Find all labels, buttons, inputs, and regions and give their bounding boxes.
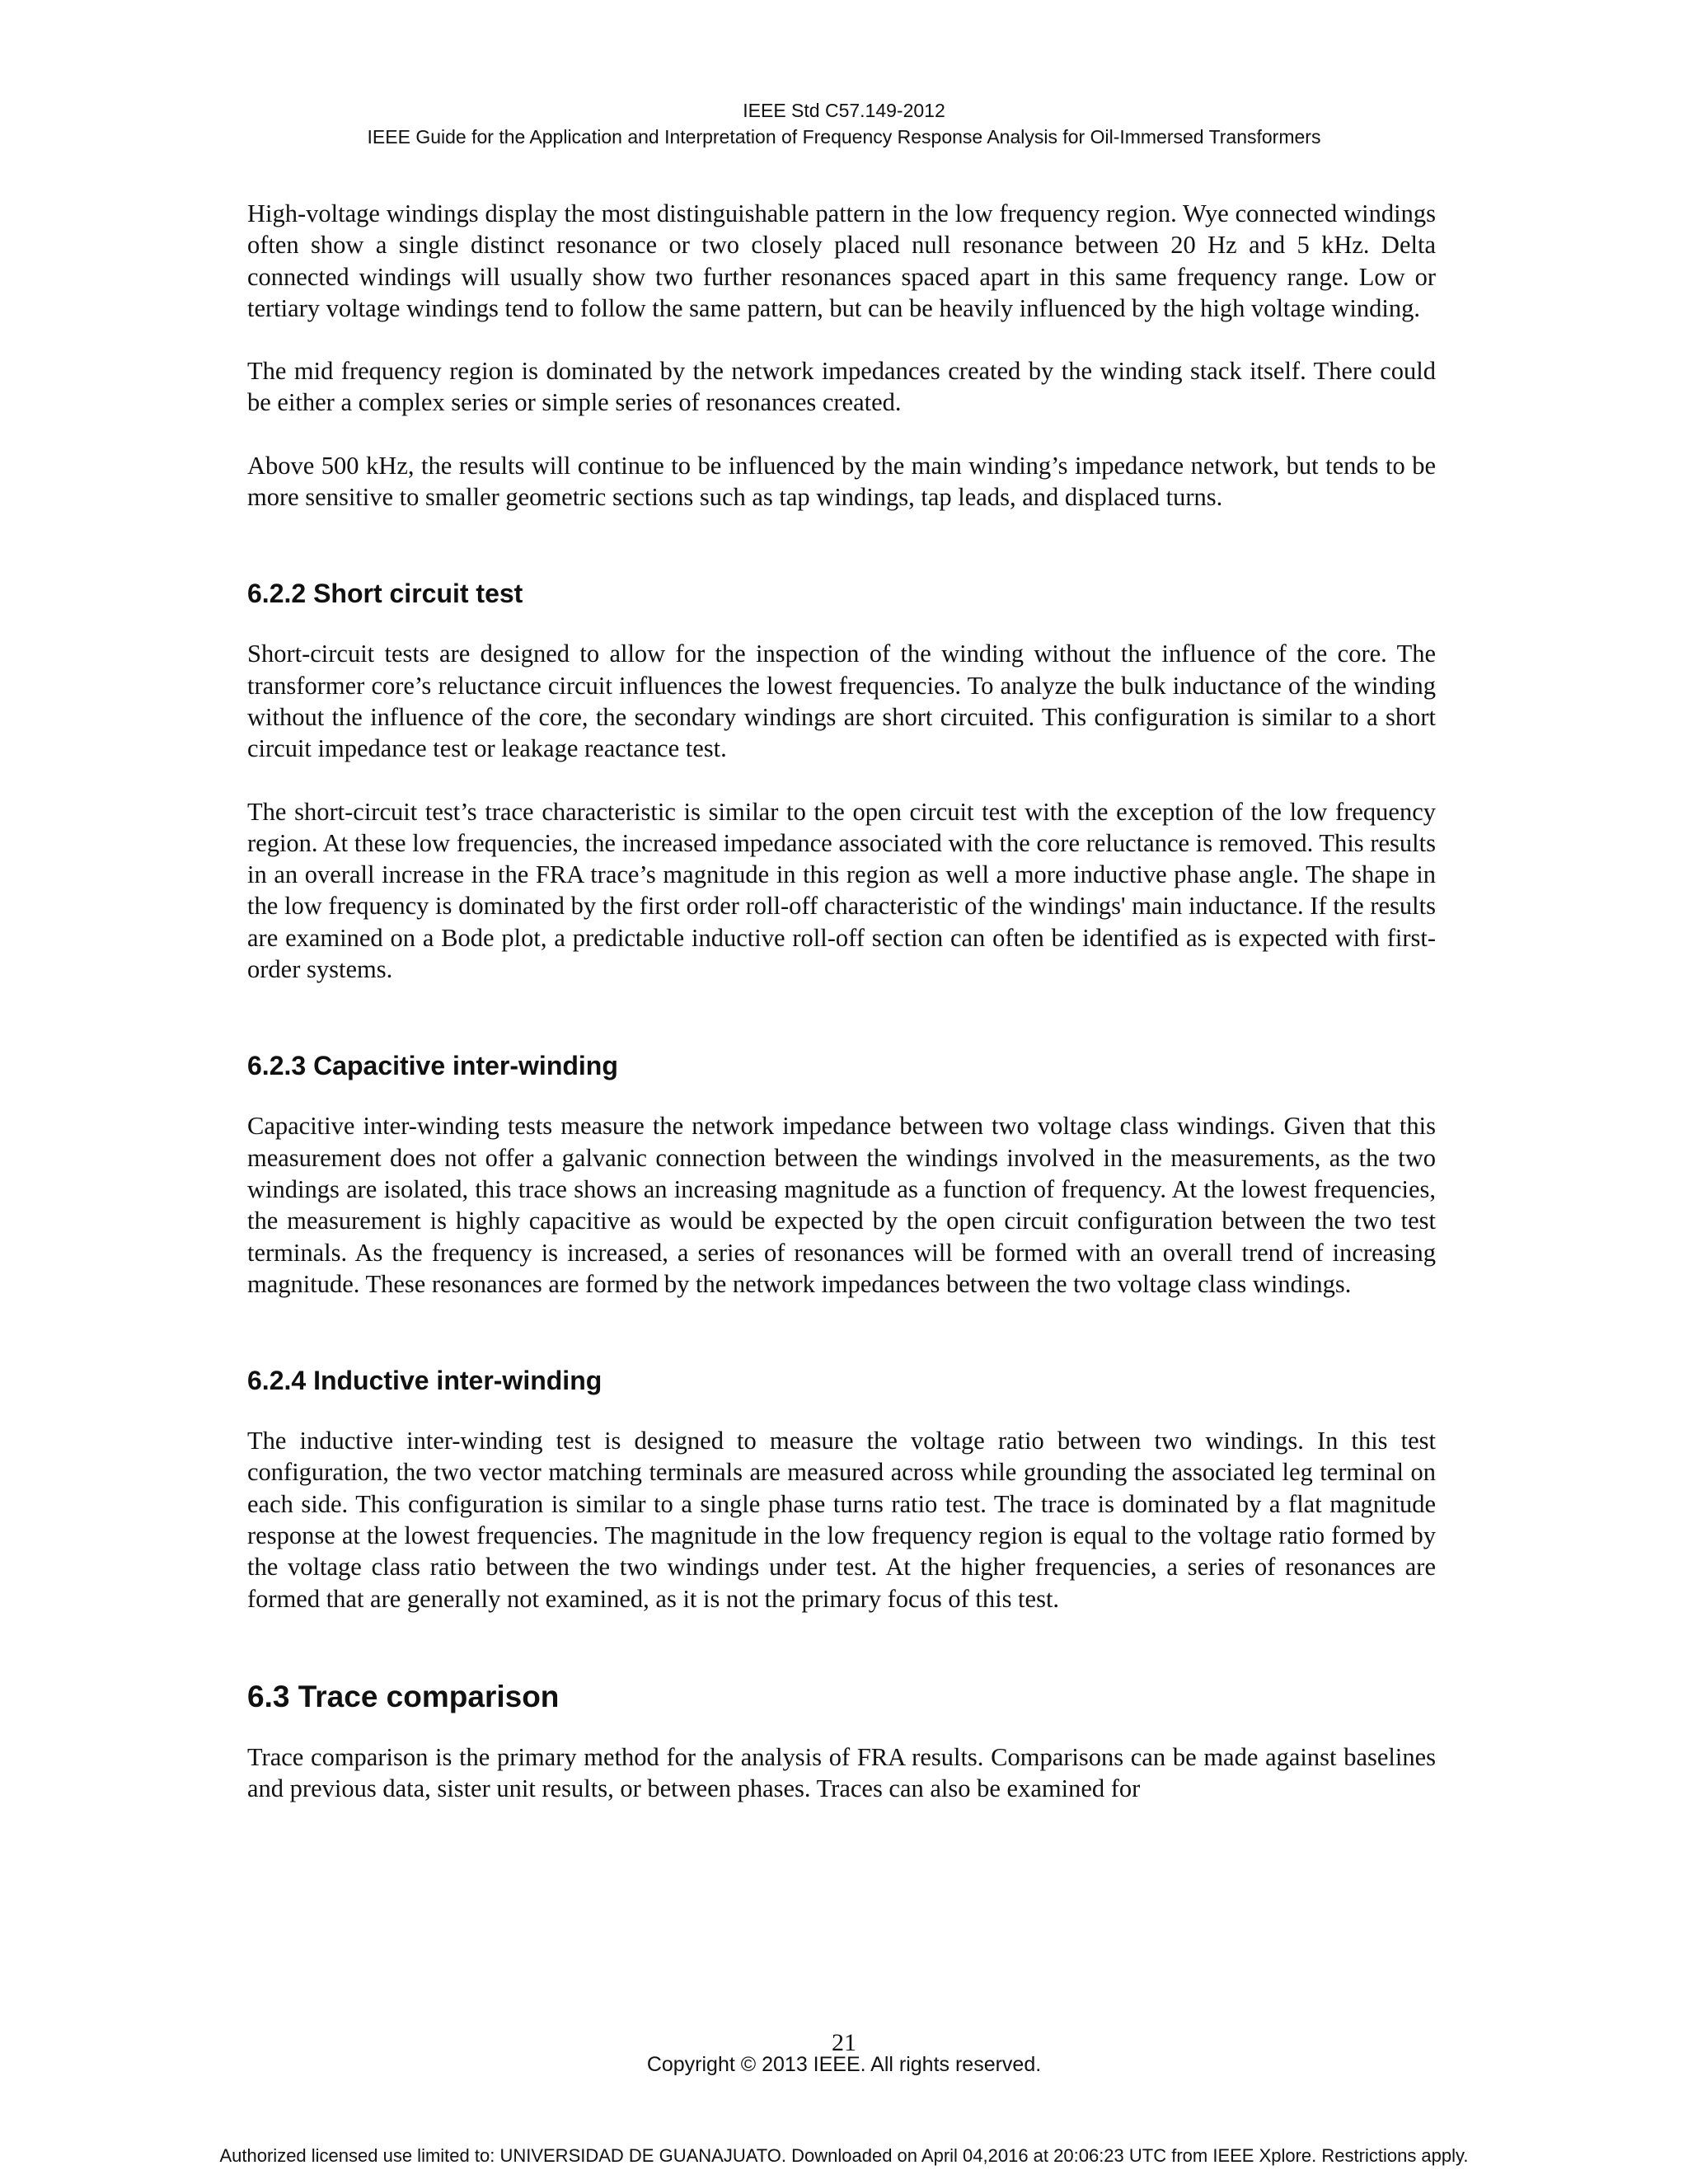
intro-paragraph-2: The mid frequency region is dominated by the network impedances created by the winding stack itself. There could be either a complex series or simple series of resonances created. [247, 357, 1436, 417]
section-622-paragraph-2: The short-circuit test’s trace characteristic is similar to the open circuit test with the exception of the low frequency region. At these low frequencies, the increased impedance associated with the core reluctance is removed. This results in an overall increase in the FRA trace’s magnitude in this region as well a more inductive phase angle. The shape in the low frequency is dominated by the first order roll-off characteristic of the windings' main inductance. If the results are examined on a Bode plot, a predictable inductive roll-off section can often be identified as is expected with first-order systems. [247, 797, 1436, 984]
body-content [247, 198, 1436, 1836]
section-spacer [247, 1016, 1436, 1049]
section-623-paragraph-1: Capacitive inter-winding tests measure the network impedance between two voltage class windings. Given that this measurement does not offer a galvanic connection between the windings involved in the measurements, as the two windings are isolated, this trace shows an increasing magnitude as a function of frequency. At the lowest frequencies, the measurement is highly capacitive as would be expected by the open circuit configuration between the two test terminals. As the frequency is increased, a series of resonances will be formed with an overall trend of increasing magnitude. These resonances are formed by the network impedances between the two voltage class windings. [247, 1112, 1436, 1298]
section-heading-623: 6.2.3 Capacitive inter-winding [247, 1051, 618, 1081]
section-624-paragraph-1: The inductive inter-winding test is designed to measure the voltage ratio between two windings. In this test configuration, the two vector matching terminals are measured across while grounding the associated leg terminal on each side. This configuration is similar to a single phase turns ratio test. The trace is dominated by a flat magnitude response at the lowest frequencies. The magnitude in the low frequency region is equal to the voltage ratio formed by the voltage class ratio between the two windings under test. At the higher frequencies, a series of resonances are formed that are generally not examined, as it is not the primary focus of this test. [247, 1427, 1436, 1613]
header-standard-id: IEEE Std C57.149-2012 [743, 100, 945, 121]
copyright-notice: Copyright © 2013 IEEE. All rights reserved. [646, 2053, 1042, 2076]
section-heading-622: 6.2.2 Short circuit test [247, 579, 523, 609]
section-spacer [247, 1331, 1436, 1364]
section-heading-63: 6.3 Trace comparison [247, 1679, 560, 1713]
section-622-paragraph-1: Short-circuit tests are designed to allow for the inspection of the winding without the influence of the core. The transformer core’s reluctance circuit influences the lowest frequencies. To analyze the bulk inductance of the winding without the influence of the core, the secondary windings are short circuited. This configuration is similar to a short circuit impedance test or leakage reactance test. [247, 640, 1436, 763]
section-spacer [247, 544, 1436, 577]
header-document-title: IEEE Guide for the Application and Interpretation of Frequency Response Analysis for Oil-Immersed Transformers [367, 126, 1321, 148]
intro-paragraph-3: Above 500 kHz, the results will continue to be influenced by the main winding’s impedance network, but tends to be more sensitive to smaller geometric sections such as tap windings, tap leads, and displaced turns. [247, 451, 1436, 512]
intro-paragraph-1: High-voltage windings display the most distinguishable pattern in the low frequency region. Wye connected windings often show a single distinct resonance or two closely placed null resonance between 20 Hz and 5 kHz. Delta connected windings will usually show two further resonances spaced apart in this same frequency range. Low or tertiary voltage windings tend to follow the same pattern, but can be heavily influenced by the high voltage winding. [247, 199, 1436, 322]
section-spacer [247, 1646, 1436, 1679]
section-63-paragraph-1: Trace comparison is the primary method for the analysis of FRA results. Comparisons can be made against baselines and previous data, sister unit results, or between phases. Traces can also be examined for [247, 1742, 1436, 1803]
license-notice: Authorized licensed use limited to: UNIVERSIDAD DE GUANAJUATO. Downloaded on April 04,2016 at 20:06:23 UTC from IEEE Xplore. Restrictions apply. [219, 2145, 1469, 2166]
page-number: 21 [832, 2029, 856, 2056]
section-heading-624: 6.2.4 Inductive inter-winding [247, 1366, 603, 1396]
